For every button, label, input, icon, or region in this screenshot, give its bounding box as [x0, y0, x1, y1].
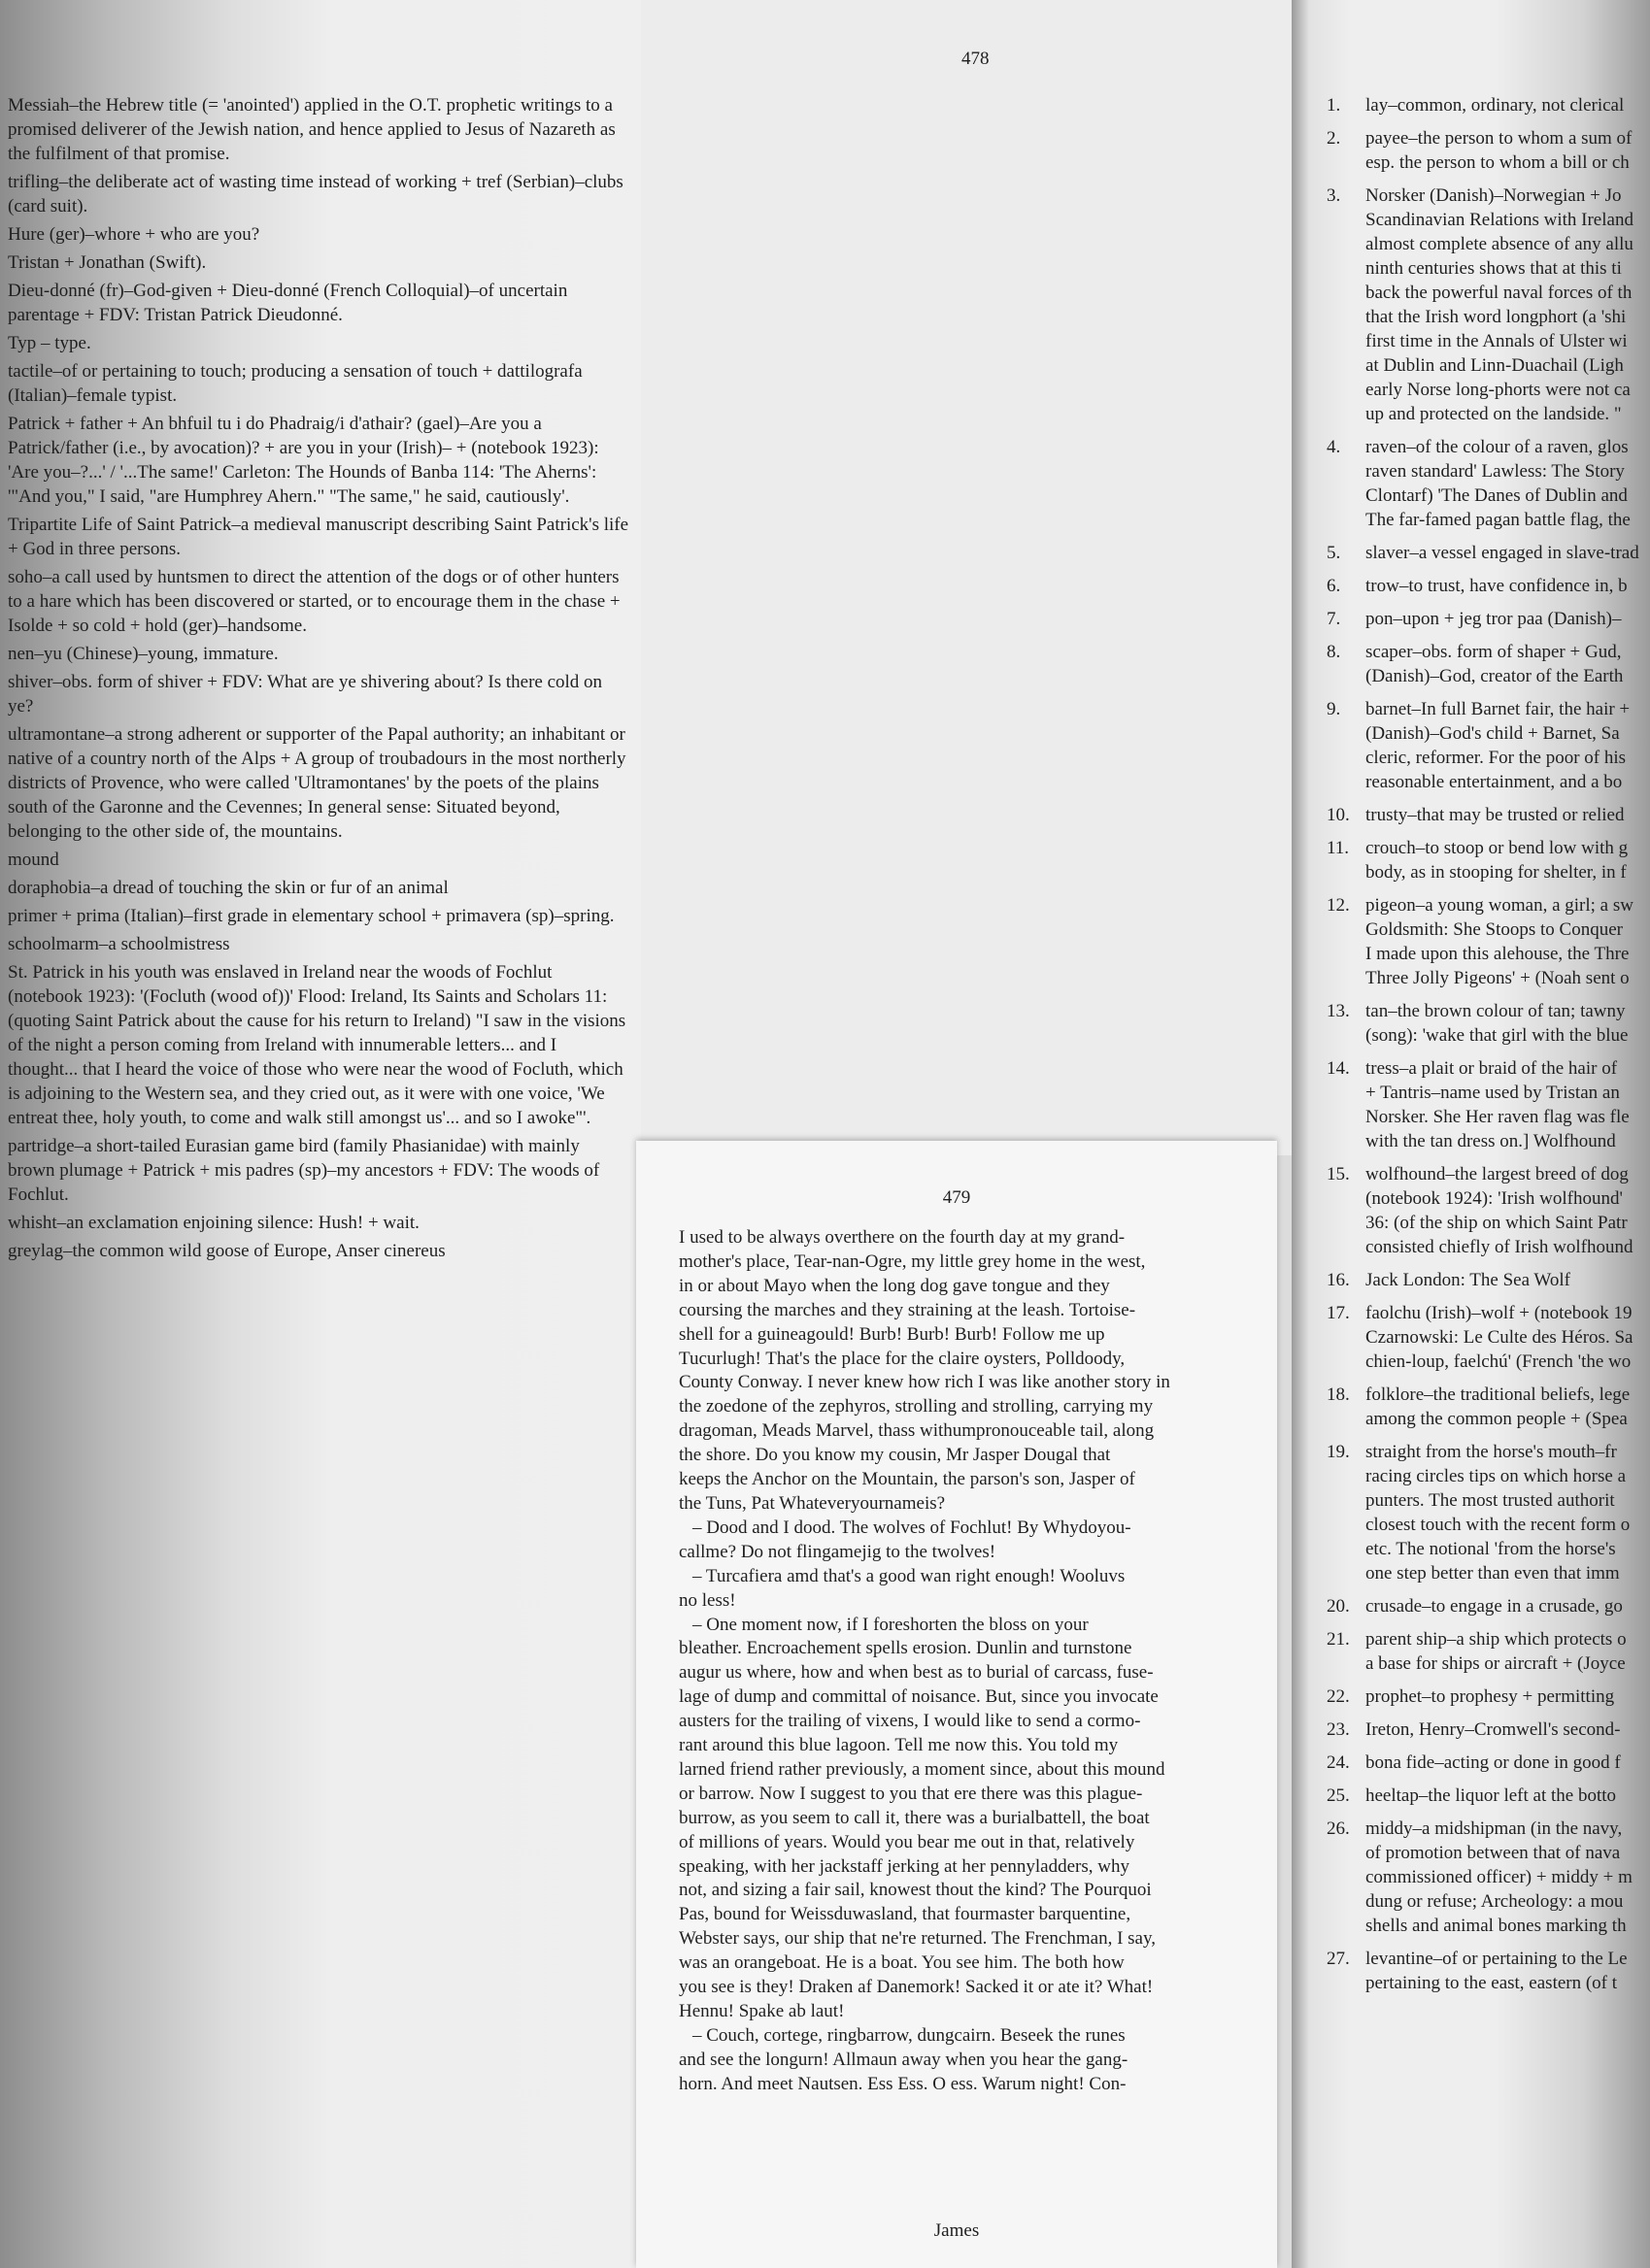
note-number: 19. [1327, 1442, 1350, 1462]
note-text: Jack London: The Sea Wolf [1365, 1270, 1570, 1290]
note-text: crouch–to stoop or bend low with g body, as in stooping for shelter, in f [1365, 838, 1629, 883]
note-number: 6. [1327, 576, 1341, 596]
right-note-item [1327, 1056, 1647, 1153]
left-note-item: partridge–a short-tailed Eurasian game bird (family Phasianidae) with mainly brown plumage + Patrick + mis padres (sp)–my ancestors + FDV: The woods of Fochlut. [8, 1136, 600, 1205]
note-number: 24. [1327, 1752, 1350, 1773]
note-text: trusty–that may be trusted or relied [1365, 805, 1625, 825]
note-text: parent ship–a ship which protects o a base for ships or aircraft + (Joyce [1365, 1629, 1627, 1674]
note-number: 26. [1327, 1818, 1350, 1839]
right-note-item [1327, 1718, 1647, 1742]
left-note-item: soho–a call used by huntsmen to direct the attention of the dogs or of other hunters to a hare which has been discovered or started, or to encourage them in the chase + Isolde + so cold + hold (ger)–handsome. [8, 567, 621, 636]
left-note-item: whisht–an exclamation enjoining silence: Hush! + wait. [8, 1213, 420, 1233]
note-number: 21. [1327, 1629, 1350, 1650]
note-text: bona fide–acting or done in good f [1365, 1752, 1621, 1773]
note-number: 14. [1327, 1058, 1350, 1079]
left-note-item: Hure (ger)–whore + who are you? [8, 224, 260, 245]
note-number: 16. [1327, 1270, 1350, 1290]
note-text: levantine–of or pertaining to the Le pertaining to the east, eastern (of t [1365, 1949, 1628, 1993]
paragraph: – One moment now, if I foreshorten the bloss on your bleather. Encroachement spells erosion. Dunlin and turnstone augur us where, how and when best as to burial of carcass, fuse- lage of dump and committal of noisance. But, since you invocate austers for the trailing of vixens, I would like to send a cormo- rant around this blue lagoon. Tell me now this. You told my larned friend rather previously, a moment since, about this mound or barrow. Now I suggest to you that ere there was this plague- burrow, as you seem to call it, there was a burialbattell, the boat of millions of years. Would you bear me out in that, relatively speaking, with her jackstaff jerking at her pennyladders, why not, and sizing a fair sail, knowest thout the kind? The Pourquoi Pas, bound for Weissduwasland, that fourmaster barquentine, Webster says, our ship that ne're returned. The Frenchman, I say, was an orangeboat. He is a boat. You see him. The both how you see is they! Draken af Danemork! Sacked it or ate it? What! Hennu! Spake ab laut! [679, 1614, 1165, 2021]
right-note-item [1327, 183, 1647, 426]
note-number: 12. [1327, 895, 1350, 916]
page-number-479: 479 [942, 1187, 971, 1208]
right-note-item [1327, 1162, 1647, 1259]
right-note-item [1327, 836, 1647, 884]
note-number: 4. [1327, 437, 1341, 457]
note-text: barnet–In full Barnet fair, the hair + (Danish)–God's child + Barnet, Sa cleric, reformer. For the poor of his reasonable entertainment, and a bo [1365, 699, 1631, 792]
right-note-item [1327, 1268, 1647, 1292]
left-notes-list [8, 93, 629, 1267]
note-text: Ireton, Henry–Cromwell's second- [1365, 1719, 1621, 1740]
left-note-item: Patrick + father + An bhfuil tu i do Phadraig/i d'athair? (gael)–Are you a Patrick/father (i.e., by avocation)? + are you in your (Irish)– + (notebook 1923): 'Are you–?...' / '...The same!' Carleton: The Hounds of Banba 114: 'The Aherns': '"And you," I said, "are Humphrey Ahern." "The same," he said, cautiously'. [8, 414, 599, 507]
note-text: raven–of the colour of a raven, glos raven standard' Lawless: The Story Clontarf) 'The Danes of Dublin and The far-famed pagan battle flag, the [1365, 437, 1631, 530]
left-note-item: Dieu-donné (fr)–God-given + Dieu-donné (French Colloquial)–of uncertain parentage + FDV: Tristan Patrick Dieudonné. [8, 281, 568, 325]
right-note-item [1327, 1817, 1647, 1938]
left-note-item: Messiah–the Hebrew title (= 'anointed') applied in the O.T. prophetic writings to a promised deliverer of the Jewish nation, and hence applied to Jesus of Nazareth as the fulfilment of that promise. [8, 95, 616, 164]
paragraph: – Dood and I dood. The wolves of Fochlut! By Whydoyou- callme? Do not flingamejig to the twolves! [679, 1517, 1131, 1562]
note-number: 2. [1327, 128, 1341, 149]
right-note-item [1327, 697, 1647, 794]
right-notes-page [1292, 0, 1650, 2268]
note-text: folklore–the traditional beliefs, lege among the common people + (Spea [1365, 1384, 1631, 1429]
page-footer: James [933, 2220, 980, 2241]
right-note-item [1327, 1684, 1647, 1709]
left-note-item: doraphobia–a dread of touching the skin or fur of an animal [8, 878, 449, 898]
left-note-item: ultramontane–a strong adherent or supporter of the Papal authority; an inhabitant or native of a country north of the Alps + A group of troubadours in the most northerly districts of Provence, who were called 'Ultramontanes' by the poets of the plains south of the Garonne and the Cevennes; In general sense: Situated beyond, belonging to the other side of, the mountains. [8, 724, 626, 842]
left-note-item: St. Patrick in his youth was enslaved in Ireland near the woods of Fochlut (notebook 1923): '(Focluth (wood of))' Flood: Ireland, Its Saints and Scholars 11: (quoting Saint Patrick about the cause for his return to Ireland) "I saw in the visions of the night a person coming from Ireland with innumerable letters... and I thought... that I heard the voice of those who were near the wood of Focluth, which is adjoining to the Western sea, and they cried out, as it were with one voice, 'We entreat thee, holy youth, to come and walk still amongst us'... and so I awoke"'. [8, 962, 626, 1128]
note-number: 11. [1327, 838, 1350, 858]
note-number: 25. [1327, 1785, 1350, 1806]
left-note-item: schoolmarm–a schoolmistress [8, 934, 230, 954]
left-note-item: primer + prima (Italian)–first grade in elementary school + primavera (sp)–spring. [8, 906, 615, 926]
left-note-item: trifling–the deliberate act of wasting time instead of working + tref (Serbian)–clubs (card suit). [8, 172, 623, 217]
right-note-item [1327, 541, 1647, 565]
note-number: 8. [1327, 642, 1341, 662]
note-text: wolfhound–the largest breed of dog (notebook 1924): 'Irish wolfhound' 36: (of the ship on which Saint Patr consisted chiefly of Irish wolfhound [1365, 1164, 1633, 1257]
note-number: 15. [1327, 1164, 1350, 1184]
note-text: tan–the brown colour of tan; tawny (song): 'wake that girl with the blue [1365, 1001, 1629, 1046]
page-478 [641, 0, 1301, 1155]
left-note-item: Typ – type. [8, 333, 91, 353]
note-text: crusade–to engage in a crusade, go [1365, 1596, 1623, 1617]
right-note-item [1327, 1751, 1647, 1775]
right-note-item [1327, 999, 1647, 1048]
right-note-item [1327, 574, 1647, 598]
note-text: trow–to trust, have confidence in, b [1365, 576, 1628, 596]
note-text: slaver–a vessel engaged in slave-trad [1365, 543, 1639, 563]
right-note-item [1327, 803, 1647, 827]
note-number: 17. [1327, 1303, 1350, 1323]
note-text: prophet–to prophesy + permitting [1365, 1686, 1615, 1707]
left-note-item: Tristan + Jonathan (Swift). [8, 252, 207, 273]
note-number: 20. [1327, 1596, 1350, 1617]
note-number: 5. [1327, 543, 1341, 563]
page-number-478: 478 [961, 49, 990, 69]
right-note-item [1327, 607, 1647, 631]
note-text: pigeon–a young woman, a girl; a sw Goldsmith: She Stoops to Conquer I made upon this alehouse, the Thre Three Jolly Pigeons' + (Noah sent o [1365, 895, 1633, 988]
note-number: 22. [1327, 1686, 1350, 1707]
left-notes-page [0, 0, 651, 2268]
prose-text [679, 1226, 1252, 2097]
note-number: 10. [1327, 805, 1350, 825]
right-note-item [1327, 640, 1647, 688]
left-note-item: mound [8, 850, 59, 870]
note-number: 23. [1327, 1719, 1350, 1740]
note-number: 1. [1327, 95, 1341, 116]
right-note-item [1327, 893, 1647, 990]
note-number: 7. [1327, 609, 1341, 629]
note-text: pon–upon + jeg tror paa (Danish)– [1365, 609, 1622, 629]
right-note-item [1327, 126, 1647, 175]
right-note-item [1327, 1301, 1647, 1374]
note-text: payee–the person to whom a sum of esp. the person to whom a bill or ch [1365, 128, 1633, 173]
page-479 [636, 1141, 1277, 2268]
note-number: 9. [1327, 699, 1341, 719]
paragraph: – Turcafiera amd that's a good wan right enough! Wooluvs no less! [679, 1565, 1126, 1611]
right-note-item [1327, 1440, 1647, 1585]
note-number: 13. [1327, 1001, 1350, 1021]
note-number: 27. [1327, 1949, 1350, 1969]
paragraph: – Couch, cortege, ringbarrow, dungcairn. Beseek the runes and see the longurn! Allmaun away when you hear the gang- horn. And meet Nautsen. Ess Ess. O ess. Warum night! Con- [679, 2024, 1128, 2094]
left-note-item: tactile–of or pertaining to touch; producing a sensation of touch + dattilografa (Italian)–female typist. [8, 361, 583, 406]
note-text: heeltap–the liquor left at the botto [1365, 1785, 1617, 1806]
note-text: straight from the horse's mouth–fr racing circles tips on which horse a punters. The most trusted authorit closest touch with the recent form o etc. The notional 'from the horse's one step better than even that imm [1365, 1442, 1631, 1584]
left-note-item: shiver–obs. form of shiver + FDV: What are ye shivering about? Is there cold on ye? [8, 672, 603, 717]
note-text: Norsker (Danish)–Norwegian + Jo Scandinavian Relations with Ireland almost complete absence of any allu ninth centuries shows that at this ti back the powerful naval forces of th that the Irish word longphort (a 'shi first time in the Annals of Ulster wi at Dublin and Linn-Duachail (Ligh early Norse long-phorts were not ca up and protected on the landside. " [1365, 185, 1633, 424]
note-number: 3. [1327, 185, 1341, 206]
note-text: faolchu (Irish)–wolf + (notebook 19 Czarnowski: Le Culte des Héros. Sa chien-loup, faelchú' (French 'the wo [1365, 1303, 1633, 1372]
right-note-item [1327, 1784, 1647, 1808]
note-text: lay–common, ordinary, not clerical [1365, 95, 1625, 116]
right-notes-list [1327, 93, 1647, 2004]
right-note-item [1327, 1594, 1647, 1618]
note-number: 18. [1327, 1384, 1350, 1405]
note-text: middy–a midshipman (in the navy, of promotion between that of nava commissioned officer) + middy + m dung or refuse; Archeology: a mou shells and animal bones marking th [1365, 1818, 1633, 1936]
right-note-item [1327, 93, 1647, 117]
right-note-item [1327, 1383, 1647, 1431]
left-note-item: greylag–the common wild goose of Europe, Anser cinereus [8, 1241, 446, 1261]
paragraph: I used to be always overthere on the fourth day at my grand- mother's place, Tear-nan-Ogre, my little grey home in the west, in or about Mayo when the long dog gave tongue and they coursing the marches and they straining at the leash. Tortoise- shell for a guineagould! Burb! Burb! Burb! Follow me up Tucurlugh! That's the place for the claire oysters, Polldoody, County Conway. I never knew how rich I was like another story in the zoedone of the zephyros, strolling and strolling, carrying my dragoman, Meads Marvel, thass withumpronouceable tail, along the shore. Do you know my cousin, Mr Jasper Dougal that keeps the Anchor on the Mountain, the parson's son, Jasper of the Tuns, Pat Whateveryournameis? [679, 1227, 1170, 1514]
note-text: scaper–obs. form of shaper + Gud, (Danish)–God, creator of the Earth [1365, 642, 1624, 686]
left-note-item: Tripartite Life of Saint Patrick–a medieval manuscript describing Saint Patrick's life + God in three persons. [8, 515, 629, 559]
right-note-item [1327, 435, 1647, 532]
note-text: tress–a plait or braid of the hair of + Tantris–name used by Tristan an Norsker. She Her raven flag was fle with the tan dress on.] Wolfhound [1365, 1058, 1630, 1151]
left-note-item: nen–yu (Chinese)–young, immature. [8, 644, 279, 664]
right-note-item [1327, 1627, 1647, 1676]
right-note-item [1327, 1947, 1647, 1995]
